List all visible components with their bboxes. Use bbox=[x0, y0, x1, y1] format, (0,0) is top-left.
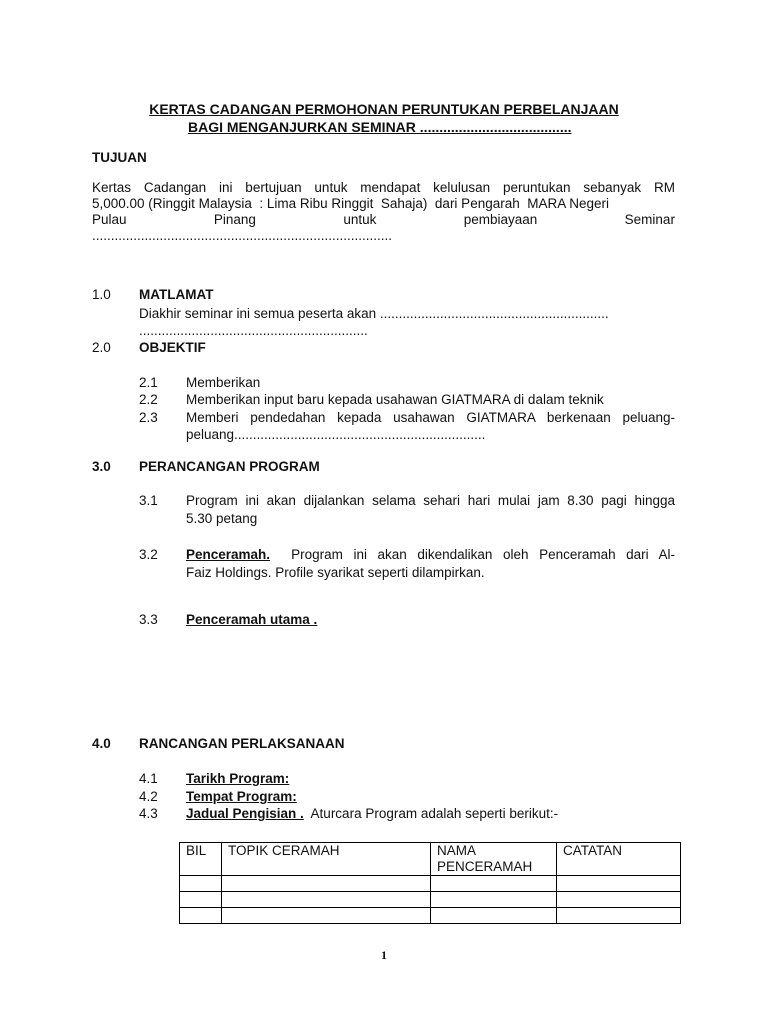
tujuan-word: Pulau bbox=[92, 212, 127, 227]
table-cell bbox=[180, 892, 222, 908]
table-row bbox=[180, 908, 681, 924]
table-cell bbox=[222, 876, 431, 892]
tujuan-word: untuk bbox=[343, 212, 377, 227]
perlaksanaan-item-number: 4.1 bbox=[139, 771, 158, 786]
tujuan-word: pembiayaan bbox=[463, 212, 538, 227]
table-header-cell: TOPIK CERAMAH bbox=[222, 843, 431, 876]
program-item-text bbox=[186, 547, 675, 562]
table-cell bbox=[222, 892, 431, 908]
section-4-title: RANCANGAN PERLAKSANAAN bbox=[139, 736, 345, 751]
objektif-item-text: Memberikan input baru kepada usahawan GIATMARA di dalam teknik bbox=[186, 392, 604, 407]
document-title-line2: BAGI MENGANJURKAN SEMINAR ....................................... bbox=[188, 119, 572, 135]
program-item-number: 3.3 bbox=[139, 612, 158, 627]
perlaksanaan-item-number: 4.3 bbox=[139, 806, 158, 821]
table-header-cell bbox=[431, 843, 557, 876]
jadual-pengisian-text: Aturcara Program adalah seperti berikut:- bbox=[303, 806, 559, 821]
table-cell bbox=[431, 908, 557, 924]
tujuan-line1: Kertas Cadangan ini bertujuan untuk mendapat kelulusan peruntukan sebanyak RM bbox=[92, 180, 675, 195]
table-cell bbox=[431, 876, 557, 892]
section-1-number: 1.0 bbox=[92, 287, 111, 302]
document-title-line1: KERTAS CADANGAN PERMOHONAN PERUNTUKAN PERBELANJAAN bbox=[149, 101, 619, 117]
table-row bbox=[180, 876, 681, 892]
table-header-cell: BIL bbox=[180, 843, 222, 876]
jadual-pengisian-line bbox=[186, 806, 558, 821]
program-item-number: 3.2 bbox=[139, 547, 158, 562]
section-2-number: 2.0 bbox=[92, 340, 111, 355]
program-item-number: 3.1 bbox=[139, 493, 158, 508]
matlamat-line1: Diakhir seminar ini semua peserta akan ............................................................. bbox=[139, 306, 609, 321]
table-cell bbox=[557, 876, 681, 892]
penceramah-utama-label: Penceramah utama . bbox=[186, 612, 318, 627]
objektif-item-text: Memberi pendedahan kepada usahawan GIATMARA berkenaan peluang- bbox=[186, 410, 675, 425]
tujuan-line4: ................................................................................ bbox=[92, 228, 393, 243]
table-cell bbox=[180, 876, 222, 892]
matlamat-line2: ............................................................. bbox=[139, 323, 368, 338]
table-cell bbox=[222, 908, 431, 924]
table-header-row bbox=[180, 843, 681, 876]
table-header-text: NAMA PENCERAMAH bbox=[437, 843, 533, 874]
objektif-item-text: Memberikan bbox=[186, 375, 261, 390]
tujuan-line3 bbox=[92, 212, 675, 227]
perlaksanaan-item-number: 4.2 bbox=[139, 789, 158, 804]
program-item-text-cont: Faiz Holdings. Profile syarikat seperti dilampirkan. bbox=[186, 565, 485, 580]
objektif-item-number: 2.3 bbox=[139, 410, 158, 425]
tarikh-program-label: Tarikh Program: bbox=[186, 771, 290, 786]
tujuan-line2: 5,000.00 (Ringgit Malaysia : Lima Ribu Ringgit Sahaja) dari Pengarah MARA Negeri bbox=[92, 196, 610, 211]
tempat-program-label: Tempat Program: bbox=[186, 789, 297, 804]
table-header-cell: CATATAN bbox=[557, 843, 681, 876]
program-item-text: Program ini akan dijalankan selama sehari hari mulai jam 8.30 pagi hingga bbox=[186, 493, 675, 508]
table-cell bbox=[431, 892, 557, 908]
penceramah-text: Program ini akan dikendalikan oleh Penceramah dari Al- bbox=[270, 547, 675, 562]
section-2-title: OBJEKTIF bbox=[139, 340, 206, 355]
tujuan-heading: TUJUAN bbox=[92, 150, 147, 165]
section-4-number: 4.0 bbox=[92, 736, 111, 751]
tujuan-word: Pinang bbox=[213, 212, 256, 227]
section-3-title: PERANCANGAN PROGRAM bbox=[139, 459, 320, 474]
table-cell bbox=[180, 908, 222, 924]
objektif-item-text-cont: peluang................................................................... bbox=[186, 427, 486, 442]
table-cell bbox=[557, 908, 681, 924]
section-1-title: MATLAMAT bbox=[139, 287, 214, 302]
program-item-text-cont: 5.30 petang bbox=[186, 511, 258, 526]
tujuan-word: Seminar bbox=[624, 212, 675, 227]
objektif-item-number: 2.2 bbox=[139, 392, 158, 407]
objektif-item-number: 2.1 bbox=[139, 375, 158, 390]
section-3-number: 3.0 bbox=[92, 459, 111, 474]
program-schedule-table bbox=[179, 842, 681, 924]
penceramah-label: Penceramah. bbox=[186, 547, 271, 562]
table-row bbox=[180, 892, 681, 908]
page-number: 1 bbox=[381, 948, 387, 962]
table-cell bbox=[557, 892, 681, 908]
jadual-pengisian-label: Jadual Pengisian . bbox=[186, 806, 304, 821]
